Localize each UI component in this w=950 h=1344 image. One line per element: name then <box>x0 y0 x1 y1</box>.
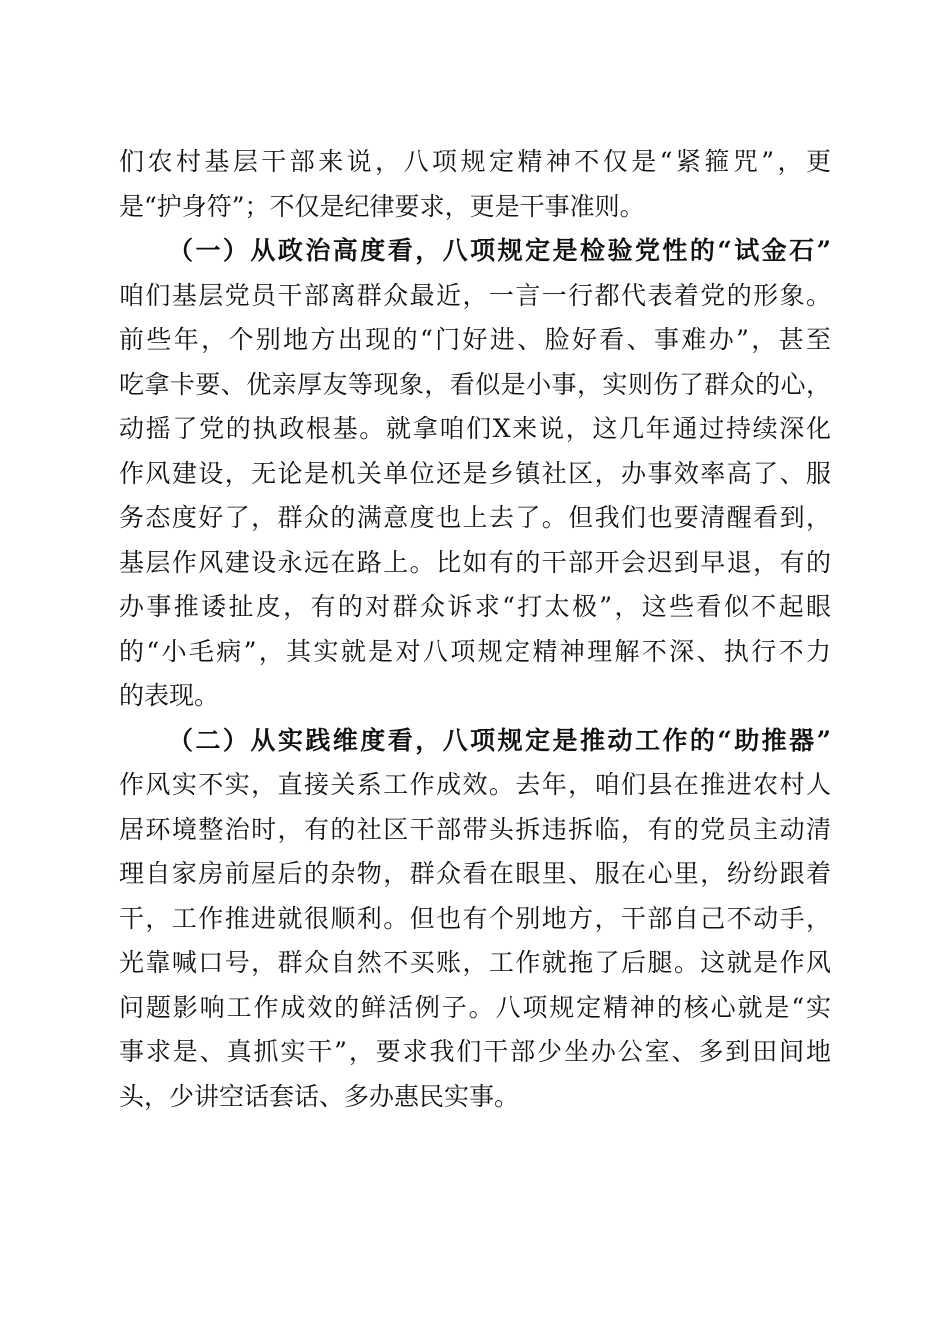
text-line: 的表现。 <box>119 681 220 710</box>
text-line: 事求是、真抓实干”，要求我们干部少坐办公室、多到田间地 <box>119 1037 831 1066</box>
text-line: 吃拿卡要、优亲厚友等现象，看似是小事，实则伤了群众的心， <box>119 370 831 399</box>
text-line: 作风实不实，直接关系工作成效。去年，咱们县在推进农村人 <box>119 770 831 799</box>
text-line: 头，少讲空话套话、多办惠民实事。 <box>119 1082 520 1111</box>
text-line: 务态度好了，群众的满意度也上去了。但我们也要清醒看到， <box>119 503 831 532</box>
text-line: 办事推诿扯皮，有的对群众诉求“打太极”，这些看似不起眼 <box>119 592 831 621</box>
text-line: 前些年，个别地方出现的“门好进、脸好看、事难办”，甚至 <box>119 325 831 354</box>
text-line: 的“小毛病”，其实就是对八项规定精神理解不深、执行不力 <box>119 637 831 666</box>
text-line: 理自家房前屋后的杂物，群众看在眼里、服在心里，纷纷跟着 <box>119 859 831 888</box>
section-heading-1: （一）从政治高度看，八项规定是检验党性的“试金石” <box>168 236 831 265</box>
text-line: 问题影响工作成效的鲜活例子。八项规定精神的核心就是“实 <box>119 993 831 1022</box>
text-line: 光靠喊口号，群众自然不买账，工作就拖了后腿。这就是作风 <box>119 948 831 977</box>
text-line: 动摇了党的执政根基。就拿咱们X来说，这几年通过持续深化 <box>119 414 831 443</box>
section-heading-2: （二）从实践维度看，八项规定是推动工作的“助推器” <box>168 726 831 755</box>
text-line: 基层作风建设永远在路上。比如有的干部开会迟到早退，有的 <box>119 548 831 577</box>
text-line: 作风建设，无论是机关单位还是乡镇社区，办事效率高了、服 <box>119 459 831 488</box>
text-line: 干，工作推进就很顺利。但也有个别地方，干部自己不动手， <box>119 904 831 933</box>
text-line: 们农村基层干部来说，八项规定精神不仅是“紧箍咒”，更 <box>119 147 831 176</box>
text-line: 是“护身符”；不仅是纪律要求，更是干事准则。 <box>119 192 645 221</box>
text-line: 居环境整治时，有的社区干部带头拆违拆临，有的党员主动清 <box>119 815 831 844</box>
text-line: 咱们基层党员干部离群众最近，一言一行都代表着党的形象。 <box>119 281 831 310</box>
